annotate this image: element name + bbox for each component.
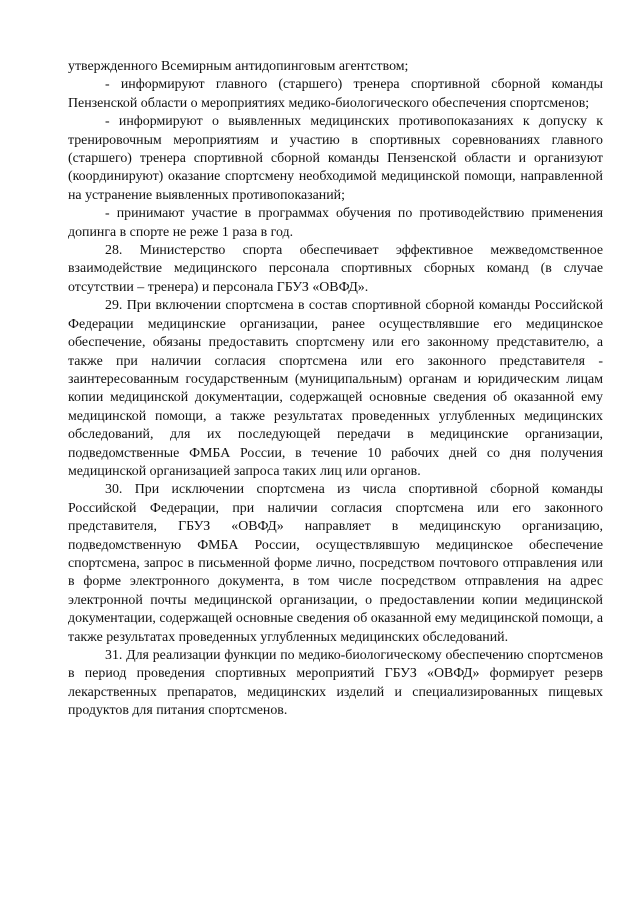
paragraph-contraindications: - информируют о выявленных медицинских противопоказаниях к допуску к тренировочным мероприятиям и участию в спортивных соревнованиях главного (старшего) тренера спортивной сборной команды Пензенской области и организуют (координируют) оказание спортсмену необходимой медицинской помощи, направленной на устранение выявленных противопоказаний; <box>68 114 603 203</box>
paragraph-antidoping-training: - принимают участие в программах обучения по противодействию применения допинга в спорте не реже 1 раза в год. <box>68 206 603 240</box>
paragraph-continuation: утвержденного Всемирным антидопинговым агентством; <box>68 59 409 74</box>
paragraph-item-31: 31. Для реализации функции по медико-биологическому обеспечению спортсменов в период проведения спортивных мероприятий ГБУЗ «ОВФД» формирует резерв лекарственных препаратов, медицинских изделий и специализированных пищевых продуктов для питания спортсменов. <box>68 648 603 719</box>
document-body <box>68 58 603 721</box>
paragraph-inform-coach: - информируют главного (старшего) тренера спортивной сборной команды Пензенской области о мероприятиях медико-биологического обеспечения спортсменов; <box>68 77 603 111</box>
paragraph-item-29: 29. При включении спортсмена в состав спортивной сборной команды Российской Федерации медицинские организации, ранее осуществлявшие его медицинское обеспечение, обязаны предоставить спортсмену или его законному представителю, а также при наличии согласия спортсмена или его законного представителя - заинтересованным государственным (муниципальным) органам и юридическим лицам копии медицинской документации, содержащей основные сведения об оказанной ему медицинской помощи, а также результатах проведенных углубленных медицинских обследований, для их последующей передачи в медицинские организации, подведомственные ФМБА России, в течение 10 рабочих дней со дня получения медицинской организацией запроса таких лиц или органов. <box>68 298 603 479</box>
paragraph-item-30: 30. При исключении спортсмена из числа спортивной сборной команды Российской Федерации, при наличии согласия спортсмена или его законного представителя, ГБУЗ «ОВФД» направляет в медицинскую организацию, подведомственную ФМБА России, осуществлявшую медицинское обеспечение спортсмена, запрос в письменной форме лично, посредством почтового отправления или в форме электронного документа, в том числе посредством отправления на адрес электронной почты медицинской организации, о предоставлении копии медицинской документации, содержащей основные сведения об оказанной ему медицинской помощи, а также результатах проведенных углубленных медицинских обследований. <box>68 482 603 645</box>
paragraph-item-28: 28. Министерство спорта обеспечивает эффективное межведомственное взаимодействие медицинского персонала спортивных сборных команд (в случае отсутствии – тренера) и персонала ГБУЗ «ОВФД». <box>68 243 603 295</box>
